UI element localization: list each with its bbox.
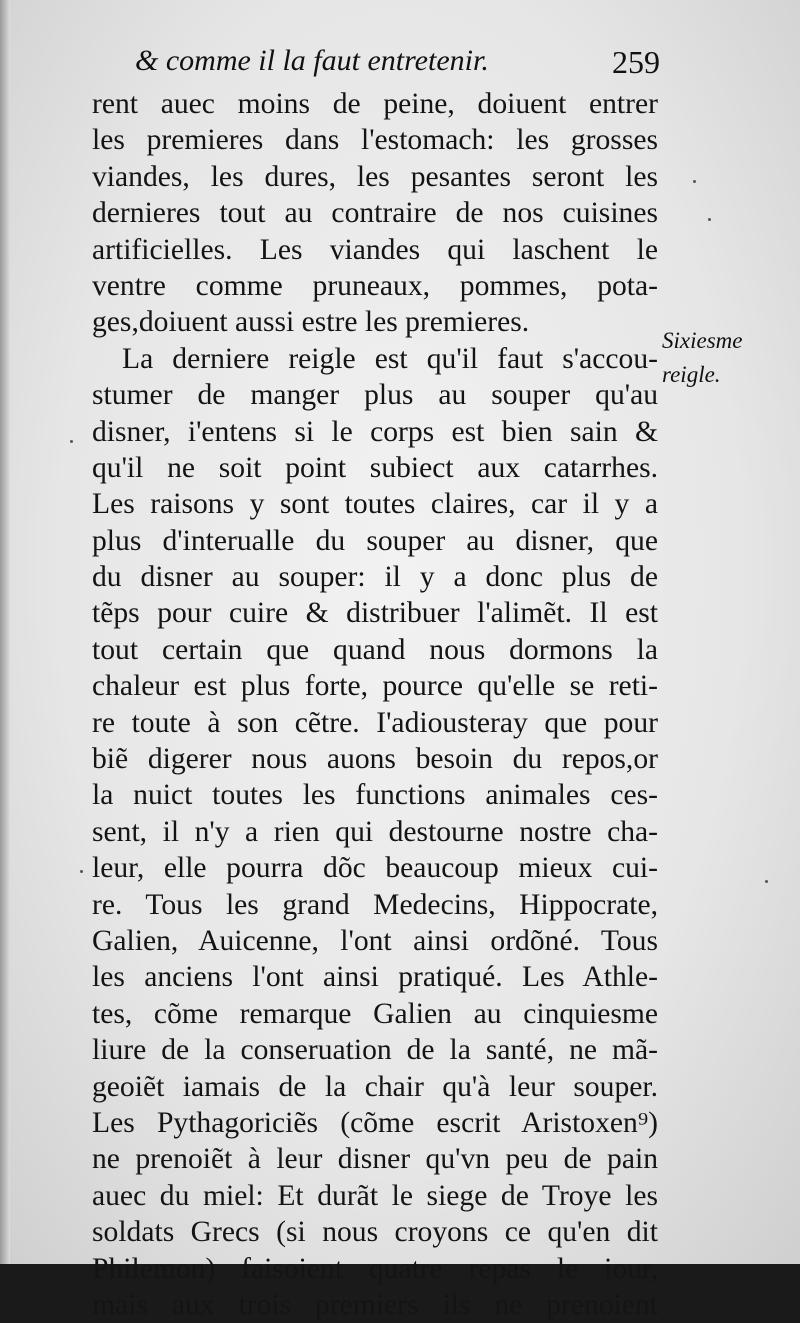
body-text [92,86,658,1323]
text-line: ventre comme pruneaux, pommes, pota- [92,269,658,302]
text-line: leur, elle pourra dõc beaucoup mieux cui- [92,852,658,885]
text-line: disner, i'entens si le corps est bien sain & [92,415,658,448]
text-line: chaleur est plus forte, pource qu'elle se reti- [92,670,658,703]
text-line: Les Pythagoriciẽs (cõme escrit Aristoxen⁹) [92,1106,658,1139]
text-line: sent, il n'y a rien qui destourne nostre cha- [92,815,658,848]
page-header [135,44,660,92]
text-line: Galien, Auicenne, l'ont ainsi ordõné. Tous [92,924,658,957]
paper-speck [693,180,696,183]
text-line: tes, cõme remarque Galien au cinquiesme [92,997,658,1030]
text-line: plus d'interualle du souper au disner, que [92,524,658,557]
margin-note-line: reigle. [662,362,721,387]
paper-speck [765,880,768,883]
running-head: & comme il la faut entretenir. [135,44,489,77]
text-line: dernieres tout au contraire de nos cuisines [92,197,658,230]
text-line: viandes, les dures, les pesantes seront les [92,160,658,193]
text-line: Les raisons y sont toutes claires, car il y a [92,488,658,521]
text-line: tout certain que quand nous dormons la [92,633,658,666]
text-line: liure de la conseruation de la santé, ne mã- [92,1034,658,1067]
text-line: auec du miel: Et durãt le siege de Troye les [92,1179,658,1212]
text-line: geoiẽt iamais de la chair qu'à leur souper. [92,1070,658,1103]
margin-note [662,324,772,392]
text-line: tẽps pour cuire & distribuer l'alimẽt. Il est [92,597,658,630]
paper-speck [80,870,83,873]
text-line: re. Tous les grand Medecins, Hippocrate, [92,888,658,921]
text-line: stumer de manger plus au souper qu'au [92,379,658,412]
text-line: artificielles. Les viandes qui laschent le [92,233,658,266]
text-line: soldats Grecs (si nous croyons ce qu'en dit [92,1216,658,1249]
page-number: 259 [612,44,660,80]
text-line: les premieres dans l'estomach: les grosses [92,124,658,157]
text-line: du disner au souper: il y a donc plus de [92,561,658,594]
text-line: biẽ digerer nous auons besoin du repos,or [92,743,658,776]
page-gutter-shadow [0,0,10,1264]
paper-speck [708,218,711,221]
paper-speck [70,440,73,443]
text-line: ne prenoiẽt à leur disner qu'vn peu de pain [92,1143,658,1176]
text-line: re toute à son cẽtre. I'adiousteray que pour [92,706,658,739]
text-line: mais aux trois premiers ils ne prenoient [92,1288,658,1321]
text-line: la nuict toutes les functions animales ces- [92,779,658,812]
text-line: qu'il ne soit point subiect aux catarrhes. [92,451,658,484]
text-line: rent auec moins de peine, doiuent entrer [92,88,658,120]
text-line: ges,doiuent aussi estre les premieres. [92,306,530,339]
paragraph-first-line: La derniere reigle est qu'il faut s'accou- [122,342,658,375]
margin-note-line: Sixiesme [662,328,743,353]
text-line: les anciens l'ont ainsi pratiqué. Les Athle- [92,961,658,994]
text-line: Philemon) faisoient quatre repas le iour, [92,1252,658,1285]
